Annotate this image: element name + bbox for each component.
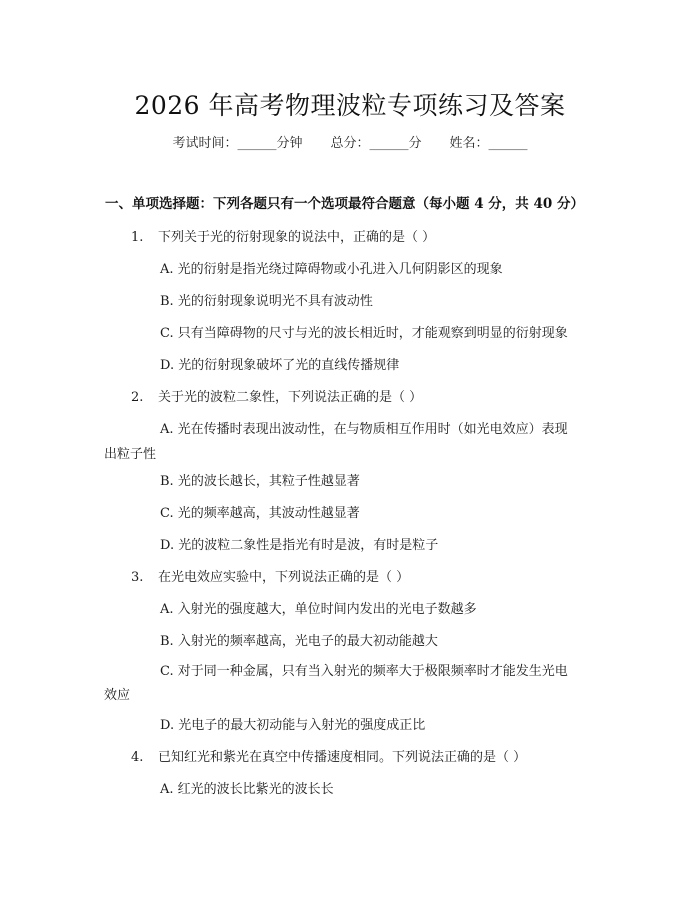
question-1-option-a: A. 光的衍射是指光绕过障碍物或小孔进入几何阴影区的现象 (160, 262, 503, 277)
question-3 (131, 566, 409, 585)
question-1-option-b: B. 光的衍射现象说明光不具有波动性 (160, 294, 373, 309)
question-3-option-c: C. 对于同一种金属，只有当入射光的频率大于极限频率时才能发生光电 (160, 664, 568, 679)
question-3-option-a: A. 入射光的强度越大，单位时间内发出的光电子数越多 (160, 602, 477, 617)
question-number: 3. (131, 570, 144, 585)
question-2-option-b: B. 光的波长越长，其粒子性越显著 (160, 474, 360, 489)
total-score-field: 总分：______分 (330, 136, 422, 151)
question-text: 关于光的波粒二象性，下列说法正确的是（ ） (158, 390, 423, 405)
question-2-option-a-continued: 出粒子性 (104, 447, 157, 462)
question-2-option-a: A. 光在传播时表现出波动性，在与物质相互作用时（如光电效应）表现 (160, 422, 568, 437)
section-heading: 一、单项选择题：下列各题只有一个选项最符合题意（每小题 4 分，共 40 分） (105, 196, 584, 212)
question-text: 已知红光和紫光在真空中传播速度相同。下列说法正确的是（ ） (158, 750, 527, 765)
document-title: 2026 年高考物理波粒专项练习及答案 (134, 91, 566, 120)
question-text: 下列关于光的衍射现象的说法中，正确的是（ ） (158, 230, 436, 245)
student-name-field: 姓名：______ (449, 136, 528, 151)
question-1-option-d: D. 光的衍射现象破坏了光的直线传播规律 (160, 358, 400, 373)
question-2-option-c: C. 光的频率越高，其波动性越显著 (160, 506, 360, 521)
question-3-option-d: D. 光电子的最大初动能与入射光的强度成正比 (160, 718, 426, 733)
question-2 (131, 386, 422, 405)
question-2-option-d: D. 光的波粒二象性是指光有时是波，有时是粒子 (160, 538, 439, 553)
question-3-option-c-continued: 效应 (104, 688, 131, 703)
question-3-option-b: B. 入射光的频率越高，光电子的最大初动能越大 (160, 634, 438, 649)
question-1 (131, 226, 435, 245)
question-4-option-a: A. 红光的波长比紫光的波长长 (160, 782, 334, 797)
exam-time-field: 考试时间：______分钟 (172, 136, 303, 151)
question-1-option-c: C. 只有当障碍物的尺寸与光的波长相近时，才能观察到明显的衍射现象 (160, 326, 568, 341)
exam-info-line (0, 132, 700, 151)
question-number: 2. (131, 390, 144, 405)
question-text: 在光电效应实验中，下列说法正确的是（ ） (158, 570, 410, 585)
question-number: 1. (131, 230, 144, 245)
question-number: 4. (131, 750, 144, 765)
question-4 (131, 746, 526, 765)
